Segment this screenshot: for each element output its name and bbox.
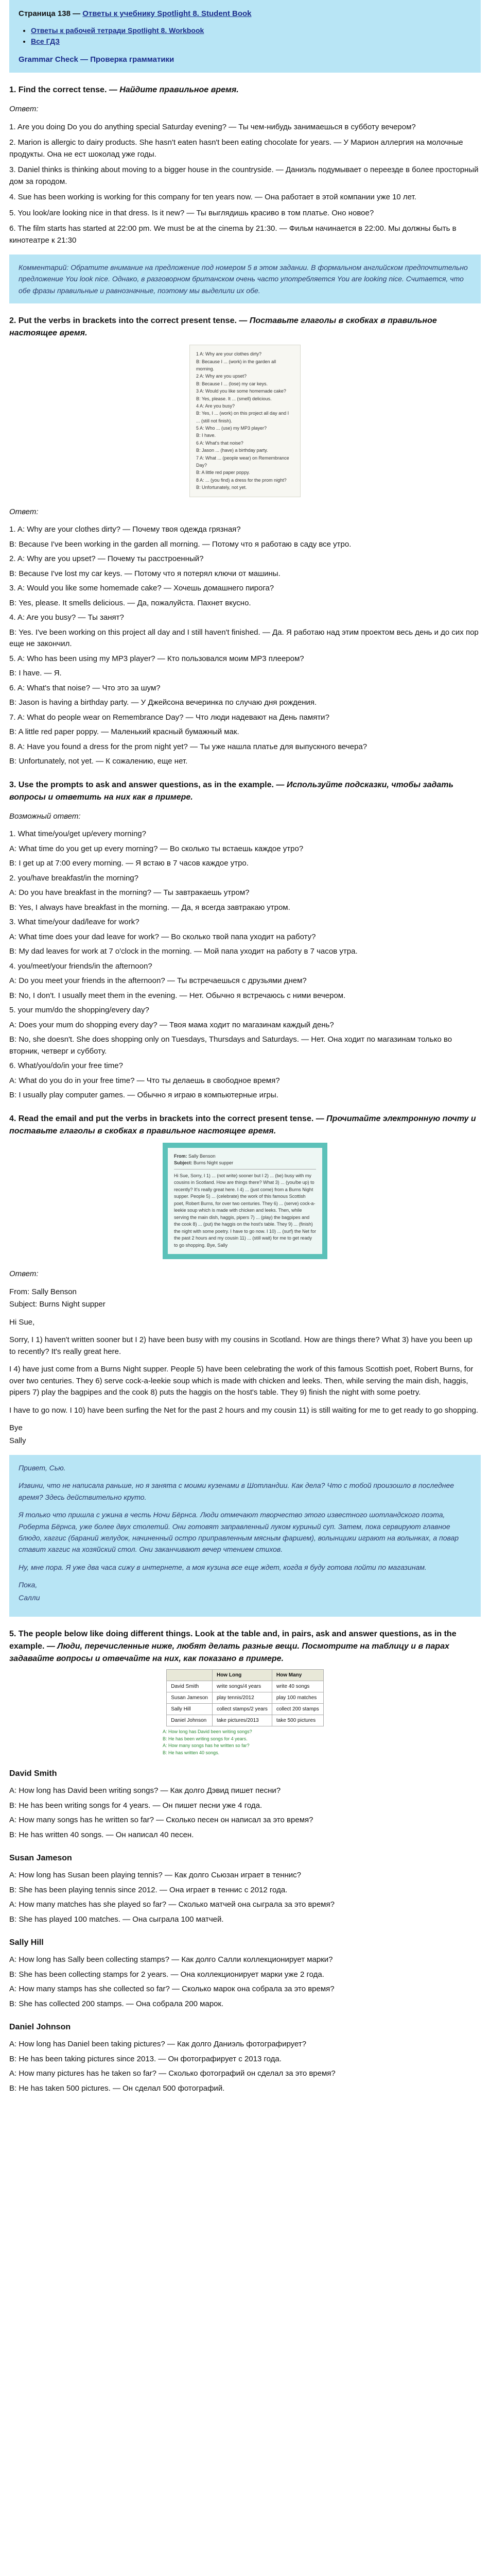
answer-label: Возможный ответ:: [9, 811, 81, 821]
dialogue-line: A: Does your mum do shopping every day? — Твоя мама ходит по магазинам каждый день?: [9, 1020, 334, 1029]
email-from-row: [174, 1153, 316, 1160]
email-subject-row: [174, 1160, 316, 1167]
table-cell: Susan Jameson: [167, 1692, 213, 1704]
dialogue-line: A: What time do you get up every morning? — Во сколько ты встаешь каждое утро?: [9, 844, 304, 853]
example-lines: [163, 1728, 327, 1756]
exercise-1-title: [9, 84, 481, 96]
exercise-2-title-ru: — Поставьте глаголы в скобках в правильное настоящее время.: [9, 316, 437, 338]
dialogue-line: A: How long has Daniel been taking pictures? — Как долго Даниэль фотографирует?: [9, 2040, 307, 2048]
exercise-4-title-ru: — Прочитайте электронную почту и поставьте глаголы в скобках в правильное настоящее время.: [9, 1114, 476, 1136]
dialogue-line: B: He has been taking pictures since 2013. — Он фотографирует с 2013 года.: [9, 2054, 282, 2063]
dialogue-line: 5. your mum/do the shopping/every day?: [9, 1006, 149, 1015]
bye: Bye: [9, 1423, 23, 1433]
table-row: [167, 1692, 323, 1704]
header-links: [31, 25, 471, 47]
table-cell: write 40 songs: [272, 1681, 323, 1692]
example-line: A: How long has David been writing songs?: [163, 1729, 252, 1734]
dialogue-line: A: What time does your dad leave for work? — Во сколько твой папа уходит на работу?: [9, 932, 316, 941]
exercise-3-title: [9, 779, 481, 804]
dialogue-line: 7. A: What do people wear on Remembrance Day? — Что люди надевают на День памяти?: [9, 713, 329, 722]
person-dialogue: [9, 1954, 481, 2010]
table-cell: play 100 matches: [272, 1692, 323, 1704]
exercise-2-answers: [9, 524, 481, 768]
email-content: [168, 1148, 322, 1255]
exercise-3: [0, 779, 490, 1101]
exercise-2: [0, 315, 490, 767]
dialogue-line: B: No, I don't. I usually meet them in the evening. — Нет. Обычно я встречаюсь с ними вечером.: [9, 991, 346, 1000]
exercise-4-title-en: 4. Read the email and put the verbs in brackets into the correct present tense.: [9, 1114, 314, 1123]
book-line: B: Yes, I ... (work) on this project all day and I ... (still not finish).: [196, 411, 289, 423]
student-book-link[interactable]: Ответы к учебнику Spotlight 8. Student Book: [82, 9, 252, 18]
email-paragraph: I have to go now. I 10) have been surfing the Net for the past 2 hours and my cousin 11) is still waiting for me to get ready to go shopping.: [9, 1405, 479, 1415]
translation-line: Ну, мне пора. Я уже два часа сижу в интернете, а моя кузина все еще ждет, когда я буду готова пойти по магазинам.: [19, 1563, 427, 1571]
answer-label: Ответ:: [9, 105, 39, 113]
translation-line: Пока,: [19, 1581, 38, 1589]
dialogue-line: 3. A: Would you like some homemade cake? — Хочешь домашнего пирога?: [9, 584, 274, 593]
dialogue-line: B: A little red paper poppy. — Маленький красный бумажный мак.: [9, 727, 239, 737]
grammar-check-heading: Grammar Check — Проверка грамматики: [19, 55, 174, 64]
dialogue-line: B: Because I've lost my car keys. — Потому что я потерял ключи от машины.: [9, 569, 281, 578]
email-subject: Burns Night supper: [194, 1160, 234, 1166]
email-from: Sally Benson: [188, 1153, 216, 1159]
example-line: B: He has written 40 songs.: [163, 1750, 220, 1755]
exercise-5-title-en: 5. The people below like doing different things. Look at the table and, in pairs, ask and answer questions, as in the example.: [9, 1630, 457, 1651]
table-cell: take pictures/2013: [212, 1715, 272, 1726]
dialogue-line: B: Jason is having a birthday party. — У Джейсона вечеринка по случаю дня рождения.: [9, 698, 317, 707]
exercise-3-answers: [9, 828, 481, 1101]
translation-line: Я только что пришла с ужина в честь Ночи Бёрнса. Люди отмечают творчество этого известного шотландского поэта, Роберта Бёрнса, уже более двух столетий. Они готовят заправленный луком куриный суп. Затем, пока сервируют главное блюдо, хаггис (бараний желудок, начиненный остро приправленным мясным фаршем), волынщики играют на волынках, а повар ставит хаггис на хозяйский стол. Они заканчивают вечер чтением стихов.: [19, 1511, 459, 1554]
translation-line: Салли: [19, 1593, 40, 1602]
list-item: 3. Daniel thinks is thinking about moving to a bigger house in the countryside. — Даниэль подумывает о переезде в более просторный дом за городом.: [9, 165, 479, 186]
dialogue-line: 6. A: What's that noise? — Что это за шум?: [9, 683, 161, 692]
greeting: Hi Sue,: [9, 1317, 35, 1327]
example-line: B: He has been writing songs for 4 years.: [163, 1736, 248, 1741]
email-header: [174, 1153, 316, 1170]
dialogue-line: A: How many pictures has he taken so far? — Сколько фотографий он сделал за это время?: [9, 2069, 336, 2078]
dialogue-line: A: How long has Sally been collecting stamps? — Как долго Салли коллекционирует марки?: [9, 1955, 333, 1964]
exercise-3-title-en: 3. Use the prompts to ask and answer questions, as in the example.: [9, 780, 274, 789]
table-cell: Sally Hill: [167, 1704, 213, 1715]
hobbies-table: [166, 1669, 323, 1726]
translation-box: [9, 1455, 481, 1617]
table-row: [167, 1715, 323, 1726]
table-cell: David Smith: [167, 1681, 213, 1692]
dialogue-line: B: He has been writing songs for 4 years. — Он пишет песни уже 4 года.: [9, 1801, 262, 1810]
book-line: 3 A: Would you like some homemade cake?: [196, 388, 286, 394]
dialogue-line: B: Yes, I always have breakfast in the morning. — Да, я всегда завтракаю утром.: [9, 903, 290, 912]
dialogue-line: B: He has taken 500 pictures. — Он сделал 500 фотографий.: [9, 2083, 225, 2093]
table-header: How Many: [272, 1670, 323, 1681]
person-block: [9, 2021, 481, 2094]
table-cell: write songs/4 years: [212, 1681, 272, 1692]
list-item: 4. Sue has been working is working for this company for ten years now. — Она работает в этой компании уже 10 лет.: [9, 193, 416, 201]
book-line: B: Yes, please. It ... (smell) delicious.: [196, 396, 272, 401]
exercise-1-title-ru: — Найдите правильное время.: [107, 86, 239, 94]
dialogue-line: B: He has written 40 songs. — Он написал 40 песен.: [9, 1830, 194, 1839]
page-prefix: Страница 138 —: [19, 9, 81, 18]
example-line: A: How many songs has he written so far?: [163, 1743, 250, 1748]
dialogue-line: B: I usually play computer games. — Обычно я играю в компьютерные игры.: [9, 1091, 278, 1100]
dialogue-line: A: How long has Susan been playing tennis? — Как долго Сьюзан играет в теннис?: [9, 1871, 301, 1879]
exercise-2-title-en: 2. Put the verbs in brackets into the correct present tense.: [9, 316, 237, 326]
exercise-4-title: [9, 1113, 481, 1138]
book-line: B: Because I ... (lose) my car keys.: [196, 381, 268, 386]
dialogue-line: B: I have. — Я.: [9, 669, 62, 678]
answer-from: From: Sally Benson: [9, 1287, 77, 1296]
table-cell: play tennis/2012: [212, 1692, 272, 1704]
table-cell: collect 200 stamps: [272, 1704, 323, 1715]
book-line: 7 A: What ... (people wear) on Remembrance Day?: [196, 455, 289, 468]
exercise-5-title: [9, 1628, 481, 1665]
email-image: [163, 1143, 327, 1260]
workbook-link[interactable]: Ответы к рабочей тетради Spotlight 8. Workbook: [31, 26, 204, 35]
all-gdz-link[interactable]: Все ГДЗ: [31, 37, 60, 45]
dialogue-line: 2. you/have breakfast/in the morning?: [9, 873, 138, 883]
dialogue-line: B: She has played 100 matches. — Она сыграла 100 матчей.: [9, 1914, 224, 1924]
dialogue-line: A: How many songs has he written so far? — Сколько песен он написал за это время?: [9, 1816, 313, 1824]
person-name: David Smith: [9, 1769, 57, 1778]
dialogue-line: B: I get up at 7:00 every morning. — Я встаю в 7 часов каждое утро.: [9, 859, 249, 868]
dialogue-line: B: Yes, please. It smells delicious. — Да, пожалуйста. Пахнет вкусно.: [9, 598, 251, 607]
exercise-4: [0, 1113, 490, 1617]
book-line: 1 A: Why are your clothes dirty?: [196, 351, 262, 357]
answer-subject: Subject: Burns Night supper: [9, 1300, 106, 1309]
book-line: B: Jason ... (have) a birthday party.: [196, 448, 268, 453]
person-dialogue: [9, 2039, 481, 2094]
answer-label: Ответ:: [9, 1269, 39, 1279]
dialogue-line: 1. A: Why are your clothes dirty? — Почему твоя одежда грязная?: [9, 525, 241, 534]
exercise-2-title: [9, 315, 481, 340]
person-block: [9, 1768, 481, 1841]
book-line: 5 A: Who ... (use) my MP3 player?: [196, 426, 267, 431]
dialogue-line: A: How many stamps has she collected so far? — Сколько марок она собрала за это время?: [9, 1985, 335, 1993]
list-item: 1. Are you doing Do you do anything special Saturday evening? — Ты чем-нибудь занимаешься в субботу вечером?: [9, 122, 416, 131]
dialogue-line: 6. What/you/do/in your free time?: [9, 1061, 123, 1071]
list-item: 5. You look/are looking nice in that dress. Is it new? — Ты выглядишь красиво в том платье. Оно новое?: [9, 208, 374, 217]
dialogue-line: A: Do you have breakfast in the morning? — Ты завтракаешь утром?: [9, 888, 250, 897]
email-paragraph: I 4) have just come from a Burns Night supper. People 5) have been celebrating the work of this famous Scottish poet, Robert Burns, for over two centuries. They 6) serve cock-a-leekie soup which is made with chicken and leeks. Then, while serving the main dish, haggis, pipers 7) play the bagpipes and the cook 8) puts the haggis on the host's table. They 9) finish the night with some poetry.: [9, 1365, 474, 1397]
person-block: [9, 1852, 481, 1925]
dialogue-line: B: She has been playing tennis since 2012. — Она играет в теннис с 2012 года.: [9, 1885, 288, 1894]
table-cell: take 500 pictures: [272, 1715, 323, 1726]
dialogue-line: 1. What time/you/get up/every morning?: [9, 829, 146, 839]
table-cell: collect stamps/2 years: [212, 1704, 272, 1715]
answer-label: Ответ:: [9, 507, 39, 516]
dialogue-line: B: My dad leaves for work at 7 o'clock in the morning. — Мой папа уходит на работу в 7 часов утра.: [9, 947, 358, 956]
person-name: Susan Jameson: [9, 1854, 72, 1862]
person-name: Sally Hill: [9, 1938, 44, 1947]
table-header-row: [167, 1670, 323, 1681]
person-name: Daniel Johnson: [9, 2023, 71, 2031]
all-gdz-link-item: [31, 36, 471, 47]
person-dialogue: [9, 1785, 481, 1841]
dialogue-line: 4. A: Are you busy? — Ты занят?: [9, 613, 124, 622]
header-box: [9, 0, 481, 73]
table-header: How Long: [212, 1670, 272, 1681]
dialogue-line: B: Because I've been working in the garden all morning. — Потому что я работаю в саду все утро.: [9, 539, 352, 549]
book-line: 2 A: Why are you upset?: [196, 374, 247, 379]
book-line: B: Because I ... (work) in the garden all morning.: [196, 359, 276, 371]
dialogue-line: A: Do you meet your friends in the afternoon? — Ты встречаешься с друзьями днем?: [9, 976, 307, 986]
exercise-5: [0, 1628, 490, 2094]
dialogue-line: A: How many matches has she played so far? — Сколько матчей она сыграла за это время?: [9, 1900, 335, 1909]
person-block: [9, 1937, 481, 2010]
book-line: 8 A: ... (you find) a dress for the prom night?: [196, 477, 287, 483]
list-item: 6. The film starts has started at 22:00 pm. We must be at the cinema by 21:30. — Фильм начинается в 22:00. Мы должны быть в кинотеатре к 21:30: [9, 224, 457, 245]
person-dialogue: [9, 1870, 481, 1925]
dialogue-line: B: Yes. I've been working on this project all day and I still haven't finished. — Да. Я работаю над этим проектом весь день и до сих пор еще не закончил.: [9, 628, 479, 649]
dialogue-line: A: What do you do in your free time? — Что ты делаешь в свободное время?: [9, 1076, 280, 1085]
dialogue-line: 2. A: Why are you upset? — Почему ты расстроенный?: [9, 554, 204, 564]
dialogue-line: B: She has collected 200 stamps. — Она собрала 200 марок.: [9, 1999, 224, 2008]
page-title: [19, 8, 471, 20]
comment-note: Комментарий: Обратите внимание на предложение под номером 5 в этом задании. В формальном английском предпочтительно предложение You look nice. Однако, в разговорном британском очень часто употребляется You are looking nice. Считается, что обе фразы правильные и равнозначные, поэтому мы выделили их обе.: [9, 255, 481, 303]
translation-line: Привет, Сью.: [19, 1464, 66, 1472]
book-line: B: A little red paper poppy.: [196, 470, 250, 476]
list-item: 2. Marion is allergic to dairy products. She hasn't eaten hasn't been eating chocolate for years. — У Марион аллергия на молочные продукты. Она не ест шоколад уже годы.: [9, 138, 463, 159]
exercise-1-answers: [9, 122, 481, 247]
table-cell: Daniel Johnson: [167, 1715, 213, 1726]
table-header: [167, 1670, 213, 1681]
translation-line: Извини, что не написала раньше, но я занята с моими кузенами в Шотландии. Как дела? Что с тобой произошло в последнее время? Здесь действительно круто.: [19, 1481, 454, 1501]
dialogue-line: 8. A: Have you found a dress for the prom night yet? — Ты уже нашла платье для выпускного вечера?: [9, 742, 367, 751]
book-line: 6 A: What's that noise?: [196, 440, 243, 446]
email-subject-label: Subject:: [174, 1160, 192, 1166]
textbook-exercise-image: [189, 345, 301, 497]
dialogue-line: A: How long has David been writing songs? — Как долго Дэвид пишет песни?: [9, 1786, 281, 1795]
exercise-1: [0, 84, 490, 303]
book-line: B: Unfortunately, not yet.: [196, 485, 247, 490]
table-row: [167, 1681, 323, 1692]
dialogue-line: B: Unfortunately, not yet. — К сожалению, еще нет.: [9, 757, 188, 766]
email-from-label: From:: [174, 1153, 187, 1159]
email-paragraph: Sorry, I 1) haven't written sooner but I 2) have been busy with my cousins in Scotland. How are things there? What 3) have you been up to recently? It's really great here.: [9, 1335, 472, 1356]
book-line: B: I have.: [196, 433, 216, 438]
email-body: Hi Sue, Sorry, I 1) ... (not write) sooner but I 2) ... (be) busy with my cousins in Scotland. How are things there? What 3) ... (you/be up) to recently? It's really great here. I 4) ... (just come) from a Burns Night supper. People 5) ... (celebrate) the work of this famous Scottish poet, Robert Burns, for over two centuries. They 6) ... (serve) cock-a-leekie soup which is made with chicken and leeks. Then, while serving the main dish, haggis, pipers 7) ... (play) the bagpipes and the cook 8) ... (put) the haggis on the host's table. They 9) ... (finish) the night with some poetry. I have to go now. I 10) ... (surf) the Net for the past 2 hours and my cousin 11) ... (still wait) for me to get ready to go shopping. Bye, Sally: [174, 1173, 316, 1248]
book-line: 4 A: Are you busy?: [196, 403, 235, 409]
signature: Sally: [9, 1436, 26, 1445]
workbook-link-item: [31, 25, 471, 36]
exercise-5-title-ru: — Люди, перечисленные ниже, любят делать разные вещи. Посмотрите на таблицу и в парах задавайте вопросы и отвечайте на них, как показано в примере.: [9, 1642, 449, 1663]
dialogue-line: 3. What time/your dad/leave for work?: [9, 918, 139, 927]
exercise-1-title-en: 1. Find the correct tense.: [9, 86, 107, 94]
exercise-3-title-ru: — Используйте подсказки, чтобы задать вопросы и ответить на них как в примере.: [9, 780, 454, 802]
dialogue-line: B: She has been collecting stamps for 2 years. — Она коллекционирует марки уже 2 года.: [9, 1970, 324, 1979]
table-row: [167, 1704, 323, 1715]
dialogue-line: B: No, she doesn't. She does shopping only on Tuesdays, Thursdays and Saturdays. — Нет. Она ходит по магазинам только во вторник, четверг и субботу.: [9, 1035, 452, 1056]
dialogue-line: 4. you/meet/your friends/in the afternoon?: [9, 961, 152, 971]
dialogue-line: 5. A: Who has been using my MP3 player? — Кто пользовался моим MP3 плеером?: [9, 654, 304, 663]
